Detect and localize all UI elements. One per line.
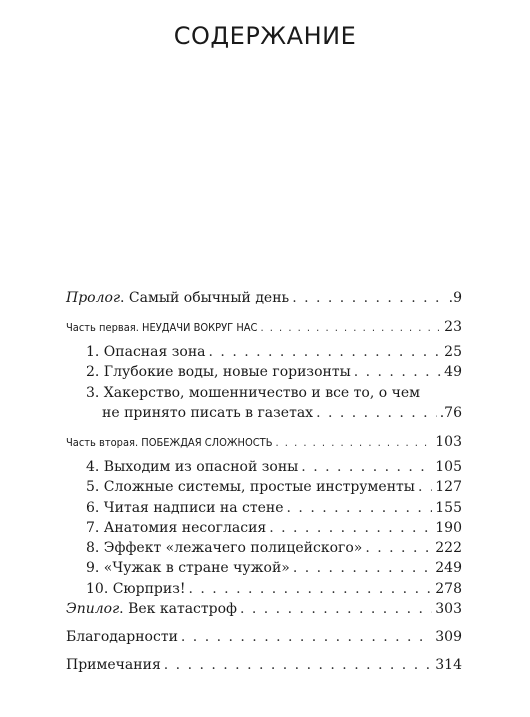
dot-leader (240, 600, 432, 618)
toc-entry-prologue[interactable] (66, 289, 462, 307)
toc-page-number: 249 (435, 560, 462, 576)
toc-label: 8. Эффект «лежачего полицейского» (86, 540, 363, 556)
toc-entry-chapter-2[interactable] (86, 363, 462, 381)
dot-leader (293, 559, 432, 577)
toc-page-number: 190 (435, 520, 462, 536)
toc-entry-chapter-6[interactable] (86, 499, 462, 517)
dot-leader (188, 580, 432, 598)
toc-page-number: 309 (435, 629, 462, 645)
toc-label: 4. Выходим из опасной зоны (86, 459, 299, 475)
toc-label: Примечания (66, 657, 161, 673)
toc-page-number: 103 (435, 434, 462, 450)
toc-part-1[interactable] (66, 318, 462, 337)
dot-leader (181, 628, 432, 646)
dot-leader (164, 656, 432, 674)
toc-entry-chapter-10[interactable] (86, 580, 462, 598)
toc-label: 7. Анатомия несогласия (86, 520, 267, 536)
toc-entry-chapter-5[interactable] (86, 478, 462, 496)
toc-label: 2. Глубокие воды, новые горизонты (86, 364, 351, 380)
toc-part-2[interactable] (66, 433, 462, 452)
toc-label: 6. Читая надписи на стене (86, 500, 284, 516)
dot-leader (301, 458, 432, 476)
toc-entry-notes[interactable] (66, 656, 462, 674)
toc-page-number: 155 (435, 500, 462, 516)
dot-leader (292, 289, 445, 307)
toc-page-number: 314 (435, 657, 462, 673)
toc-label: Пролог. Самый обычный день (66, 290, 290, 306)
dot-leader (269, 519, 432, 537)
dot-leader (418, 478, 432, 496)
toc-label: 1. Опасная зона (86, 344, 206, 360)
toc-page-number: 105 (435, 459, 462, 475)
toc-entry-chapter-7[interactable] (86, 519, 462, 537)
toc-page-number: 25 (444, 344, 462, 360)
toc-entry-chapter-9[interactable] (86, 559, 462, 577)
toc-page-number: 303 (435, 601, 462, 617)
toc-label: Эпилог. Век катастроф (66, 601, 237, 617)
toc-page-number: .9 (448, 290, 462, 306)
dot-leader (260, 319, 441, 337)
dot-leader (209, 343, 442, 361)
toc-page-number: 49 (444, 364, 462, 380)
toc-entry-acknowledgements[interactable] (66, 628, 462, 646)
toc-label: 5. Сложные системы, простые инструменты (86, 479, 415, 495)
toc-page-number: 278 (435, 581, 462, 597)
dot-leader (365, 539, 432, 557)
dot-leader (354, 363, 441, 381)
toc-page-number: 127 (435, 479, 462, 495)
toc-label: Благодарности (66, 629, 178, 645)
toc-entry-chapter-3[interactable] (102, 404, 462, 422)
toc-label: не принято писать в газетах (102, 405, 314, 421)
dot-leader (276, 434, 433, 452)
toc-entry-epilogue[interactable] (66, 600, 462, 618)
toc-entry-chapter-4[interactable] (86, 458, 462, 476)
page-title: СОДЕРЖАНИЕ (173, 22, 357, 50)
toc-label: 9. «Чужак в стране чужой» (86, 560, 290, 576)
toc-page-number: 23 (444, 319, 462, 335)
toc-entry-chapter-8[interactable] (86, 539, 462, 557)
toc-page-number: 222 (435, 540, 462, 556)
dot-leader (316, 404, 437, 422)
toc-label: Часть вторая. ПОБЕЖДАЯ СЛОЖНОСТЬ (66, 436, 273, 449)
toc-label: 10. Сюрприз! (86, 581, 186, 597)
toc-entry-chapter-1[interactable] (86, 343, 462, 361)
toc-page-number: .76 (439, 405, 462, 421)
toc-label: Часть первая. НЕУДАЧИ ВОКРУГ НАС (66, 321, 258, 334)
toc-entry-chapter-3-line1[interactable]: 3. Хакерство, мошенничество и все то, о чем (86, 385, 421, 401)
dot-leader (287, 499, 433, 517)
